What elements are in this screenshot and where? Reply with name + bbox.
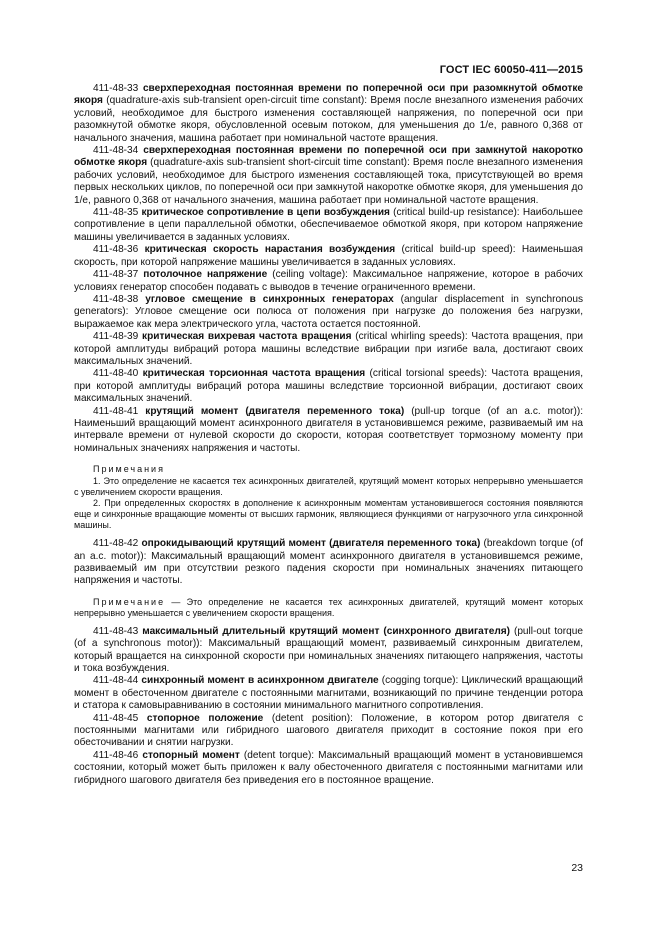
- term-definition: (critical torsional speeds): Частота вращения, при которой амплитуды вибраций ротора машины вследствие торсионной вибрации, достигают своих максимальных значений.: [74, 368, 583, 405]
- term-entry: [74, 145, 583, 207]
- document-body: [74, 83, 583, 787]
- note-item-2: 2. При определенных скоростях в дополнение к асинхронным моментам установившегося состояния появляются еще и синхронные вращающие моменты от высших гармоник, являющиеся функциями от нагрузочного угла синхронной машины.: [74, 498, 583, 531]
- note-item-1: 1. Это определение не касается тех асинхронных двигателей, крутящий момент которых непрерывно уменьшается с увеличением скорости вращения.: [74, 476, 583, 498]
- term-entries-group-b: [74, 538, 583, 588]
- term-number: 411-48-38: [93, 293, 139, 305]
- term-name: сверхпереходная постоянная времени по поперечной оси при замкнутой накоротко обмотке якоря: [74, 145, 583, 169]
- term-name: критическая скорость нарастания возбуждения: [144, 244, 396, 256]
- term-number: 411-48-37: [93, 269, 139, 281]
- term-name: критическая вихревая частота вращения: [142, 331, 352, 343]
- term-definition: (ceiling voltage): Максимальное напряжение, которое в рабочих условиях генератор способен подавать с выводов в течение ограниченного времени.: [74, 269, 583, 293]
- term-definition: (quadrature-axis sub-transient short-circuit time constant): Время после внезапного изменения рабочих условий, необходимое для быстрого изменения составляющей тока, присутствующей во время первых нескольких циклов, по поперечной оси при замкнутой накоротке обмотке якоря, для уменьшения до 1/е, равного 0,368 от начального значения, машина работает при номинальной частоте вращения.: [74, 157, 584, 206]
- term-definition: (pull-out torque (of a synchronous motor)): Максимальный вращающий момент, развиваемый синхронным двигателем, который вращается на синхронной скорости при номинальных значениях питающего напряжения, частоты и тока возбуждения.: [74, 625, 583, 675]
- term-entry: [74, 406, 583, 456]
- term-definition: (detent position): Положение, в котором ротор двигателя с постоянными магнитами или гибридного шагового двигателя приходит в состояние покоя при его обесточивании и снятии нагрузки.: [74, 712, 584, 749]
- term-number: 411-48-45: [93, 712, 139, 724]
- term-entries-group-c: [74, 626, 583, 787]
- term-definition: (angular displacement in synchronous generators): Угловое смещение оси полюса от положения при нагрузке до положения без нагрузки, выражаемое как мера электрического угла, частота остается постоянной.: [74, 293, 583, 330]
- term-number: 411-48-43: [93, 625, 139, 637]
- term-name: угловое смещение в синхронных генераторах: [145, 293, 394, 305]
- term-entry: [74, 626, 583, 676]
- term-entry: [74, 207, 583, 244]
- term-name: сверхпереходная постоянная времени по поперечной оси при разомкнутой обмотке якоря: [74, 83, 583, 107]
- term-entry: [74, 244, 583, 269]
- term-definition: (critical whirling speeds): Частота вращения, при которой амплитуды вибраций ротора машины вследствие вибрации при изгибе вала, достигают своих максимальных значений.: [74, 331, 583, 367]
- term-entry: [74, 538, 583, 588]
- term-number: 411-48-33: [93, 83, 139, 94]
- term-name: потолочное напряжение: [143, 269, 268, 281]
- term-name: максимальный длительный крутящий момент (синхронного двигателя): [142, 625, 510, 637]
- term-entry: [74, 269, 583, 294]
- term-definition: (critical build-up speed): Наименьшая скорость, при которой напряжение машины увеличивается в заданных условиях.: [74, 244, 583, 268]
- term-name: опрокидывающий крутящий момент (двигателя переменного тока): [141, 538, 481, 550]
- single-note-text: — Это определение не касается тех асинхронных двигателей, крутящий момент которых непрерывно уменьшается с увеличением скорости вращения.: [74, 596, 583, 618]
- term-number: 411-48-35: [93, 207, 139, 219]
- term-name: крутящий момент (двигателя переменного тока): [145, 405, 405, 417]
- term-number: 411-48-36: [93, 244, 139, 256]
- term-definition: (breakdown torque (of an a.c. motor)): Максимальный вращающий момент асинхронного двигателя в установившемся режиме, развиваемый им при отсутствии резкого падения скорости при номинальных значениях питающего напряжения и частоты.: [74, 538, 584, 587]
- term-entry: [74, 368, 583, 405]
- term-definition: (cogging torque): Циклический вращающий момент в обесточенном двигателе с постоянными магнитами, возникающий по причине тенденции ротора и статора к самовыравниванию в состоянии минимального магнитного сопротивления.: [74, 675, 583, 712]
- term-number: 411-48-44: [93, 675, 139, 687]
- term-entry: [74, 750, 583, 787]
- term-entry: [74, 331, 583, 368]
- term-definition: (critical build-up resistance): Наибольшее сопротивление в цепи параллельной обмотки, обеспечиваемое обмоткой якоря, при котором напряжение машины увеличивается в заданных условиях.: [74, 207, 584, 243]
- term-number: 411-48-34: [93, 145, 139, 157]
- term-number: 411-48-39: [93, 331, 139, 343]
- term-name: стопорное положение: [146, 712, 264, 724]
- term-name: синхронный момент в асинхронном двигателе: [141, 675, 379, 687]
- term-name: критическая торсионная частота вращения: [142, 368, 366, 380]
- term-entry: [74, 675, 583, 712]
- single-note-label: Примечание: [93, 596, 166, 607]
- term-entry: [74, 294, 583, 331]
- term-entry: [74, 713, 583, 750]
- standard-header: ГОСТ IEC 60050-411—2015: [439, 64, 583, 76]
- term-number: 411-48-40: [93, 368, 139, 380]
- term-number: 411-48-42: [93, 538, 139, 550]
- term-entry: [74, 83, 583, 145]
- term-entries-group-a: [74, 83, 583, 455]
- term-number: 411-48-46: [93, 749, 139, 761]
- notes-title: Примечания: [93, 464, 165, 475]
- single-note: [74, 597, 583, 619]
- term-name: стопорный момент: [142, 749, 240, 761]
- notes-block: [74, 464, 583, 531]
- term-name: критическое сопротивление в цепи возбуждения: [141, 207, 390, 219]
- page-number: 23: [571, 862, 583, 874]
- term-definition: (pull-up torque (of an a.c. motor)): Наименьший вращающий момент асинхронного двигателя в установившемся режиме, развиваемый им на интервале времени от нулевой скорости до скорости, которая соответствует тормозному моменту при номинальных значениях напряжения и частоты.: [74, 405, 583, 454]
- term-definition: (quadrature-axis sub-transient open-circuit time constant): Время после внезапного изменения рабочих условий, необходимое для быстрого изменения составляющей напряжения, по поперечной оси при разомкнутой обмотке якоря, обусловленной осевым потоком, для уменьшения до 1/е, равного 0,368 от начального значения, машина работает при номинальной частоте вращения.: [74, 95, 583, 144]
- term-number: 411-48-41: [93, 405, 139, 417]
- term-definition: (detent torque): Максимальный вращающий момент в установившемся состоянии, который может быть приложен к валу обесточенного двигателя с постоянными магнитами или гибридного шагового двигателя без приведения его в постоянное вращение.: [74, 749, 583, 786]
